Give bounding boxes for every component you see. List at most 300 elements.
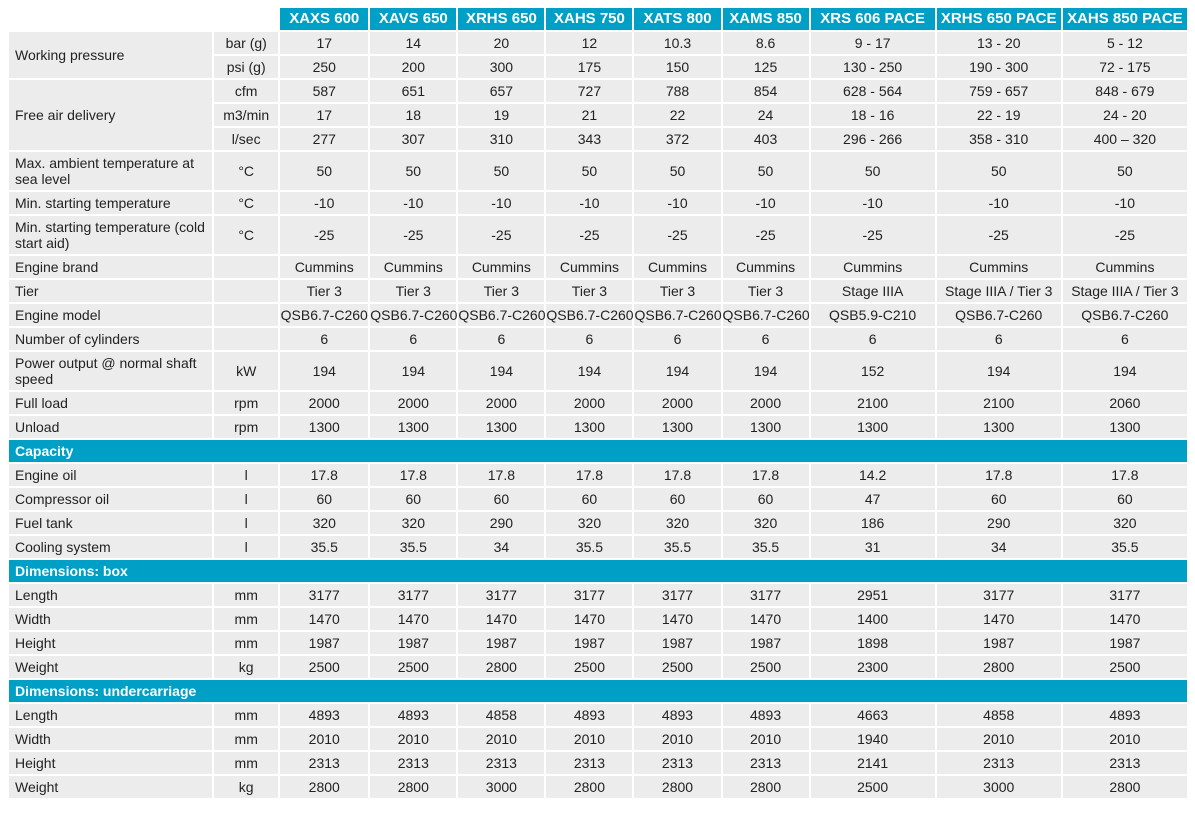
value-cell: 628 - 564: [811, 80, 935, 102]
row-unit: [214, 280, 278, 302]
value-cell: 3177: [370, 584, 456, 606]
value-cell: -10: [811, 192, 935, 214]
section-title: Dimensions: undercarriage: [9, 680, 1187, 702]
value-cell: Cummins: [723, 256, 809, 278]
value-cell: 2951: [811, 584, 935, 606]
value-cell: 277: [280, 128, 368, 150]
value-cell: 657: [458, 80, 544, 102]
value-cell: -10: [370, 192, 456, 214]
value-cell: 150: [634, 56, 720, 78]
value-cell: 2313: [280, 752, 368, 774]
value-cell: 1987: [1063, 632, 1187, 654]
value-cell: 47: [811, 488, 935, 510]
row-label: Height: [9, 752, 212, 774]
value-cell: Cummins: [370, 256, 456, 278]
row-unit: l: [214, 536, 278, 558]
value-cell: 14.2: [811, 464, 935, 486]
row-unit: l: [214, 512, 278, 534]
value-cell: 2800: [546, 776, 632, 798]
value-cell: 250: [280, 56, 368, 78]
value-cell: Cummins: [280, 256, 368, 278]
value-cell: 2010: [458, 728, 544, 750]
row-label: Height: [9, 632, 212, 654]
value-cell: 1300: [723, 416, 809, 438]
value-cell: 1470: [1063, 608, 1187, 630]
value-cell: 12: [546, 32, 632, 54]
value-cell: 50: [723, 152, 809, 190]
value-cell: 22 - 19: [937, 104, 1061, 126]
value-cell: Tier 3: [370, 280, 456, 302]
value-cell: 307: [370, 128, 456, 150]
value-cell: 6: [370, 328, 456, 350]
row-label: Weight: [9, 656, 212, 678]
value-cell: 320: [280, 512, 368, 534]
value-cell: 2313: [370, 752, 456, 774]
value-cell: -10: [458, 192, 544, 214]
value-cell: 1470: [458, 608, 544, 630]
table-row: [9, 512, 1187, 534]
model-header: XAHS 750: [546, 8, 632, 30]
value-cell: 1470: [723, 608, 809, 630]
table-row: [9, 752, 1187, 774]
row-unit: mm: [214, 728, 278, 750]
value-cell: 194: [723, 352, 809, 390]
row-unit: [214, 328, 278, 350]
value-cell: 1300: [811, 416, 935, 438]
value-cell: 1470: [370, 608, 456, 630]
model-header: XAXS 600: [280, 8, 368, 30]
value-cell: 4893: [546, 704, 632, 726]
row-unit: psi (g): [214, 56, 278, 78]
value-cell: 31: [811, 536, 935, 558]
value-cell: 290: [458, 512, 544, 534]
value-cell: 2313: [1063, 752, 1187, 774]
value-cell: Cummins: [458, 256, 544, 278]
value-cell: 60: [723, 488, 809, 510]
value-cell: 194: [634, 352, 720, 390]
value-cell: 372: [634, 128, 720, 150]
table-row: [9, 656, 1187, 678]
value-cell: 10.3: [634, 32, 720, 54]
value-cell: QSB6.7-C260: [458, 304, 544, 326]
value-cell: 2060: [1063, 392, 1187, 414]
value-cell: 35.5: [723, 536, 809, 558]
value-cell: 4893: [723, 704, 809, 726]
value-cell: 2000: [280, 392, 368, 414]
value-cell: -10: [546, 192, 632, 214]
value-cell: QSB6.7-C260: [1063, 304, 1187, 326]
value-cell: 2000: [458, 392, 544, 414]
value-cell: 2313: [723, 752, 809, 774]
value-cell: 6: [634, 328, 720, 350]
value-cell: 50: [937, 152, 1061, 190]
value-cell: 2000: [546, 392, 632, 414]
row-unit: mm: [214, 608, 278, 630]
value-cell: 24: [723, 104, 809, 126]
value-cell: -25: [458, 216, 544, 254]
value-cell: 320: [546, 512, 632, 534]
value-cell: Tier 3: [546, 280, 632, 302]
value-cell: Cummins: [1063, 256, 1187, 278]
value-cell: 4858: [458, 704, 544, 726]
value-cell: 854: [723, 80, 809, 102]
value-cell: 2500: [723, 656, 809, 678]
table-body: [9, 32, 1187, 798]
value-cell: 2100: [811, 392, 935, 414]
model-header: XRS 606 PACE: [811, 8, 935, 30]
value-cell: 35.5: [634, 536, 720, 558]
table-row: [9, 584, 1187, 606]
value-cell: -25: [1063, 216, 1187, 254]
value-cell: -10: [723, 192, 809, 214]
value-cell: -25: [634, 216, 720, 254]
value-cell: 17.8: [634, 464, 720, 486]
value-cell: 1300: [937, 416, 1061, 438]
row-label: Tier: [9, 280, 212, 302]
value-cell: 2313: [634, 752, 720, 774]
row-unit: m3/min: [214, 104, 278, 126]
value-cell: 2500: [370, 656, 456, 678]
value-cell: 2500: [1063, 656, 1187, 678]
value-cell: 2000: [370, 392, 456, 414]
value-cell: 50: [546, 152, 632, 190]
table-row: [9, 80, 1187, 102]
row-unit: mm: [214, 632, 278, 654]
value-cell: 35.5: [370, 536, 456, 558]
value-cell: 17.8: [370, 464, 456, 486]
table-row: [9, 392, 1187, 414]
value-cell: 400 – 320: [1063, 128, 1187, 150]
value-cell: 2000: [634, 392, 720, 414]
value-cell: -10: [634, 192, 720, 214]
value-cell: -25: [546, 216, 632, 254]
row-label: Width: [9, 728, 212, 750]
value-cell: 6: [811, 328, 935, 350]
row-unit: l/sec: [214, 128, 278, 150]
value-cell: 194: [937, 352, 1061, 390]
row-label: Width: [9, 608, 212, 630]
row-label: Compressor oil: [9, 488, 212, 510]
section-title: Capacity: [9, 440, 1187, 462]
value-cell: 759 - 657: [937, 80, 1061, 102]
header-row: [9, 8, 1187, 30]
value-cell: 130 - 250: [811, 56, 935, 78]
value-cell: 320: [723, 512, 809, 534]
value-cell: 24 - 20: [1063, 104, 1187, 126]
row-label: Cooling system: [9, 536, 212, 558]
value-cell: Cummins: [937, 256, 1061, 278]
model-header: XAHS 850 PACE: [1063, 8, 1187, 30]
value-cell: 72 - 175: [1063, 56, 1187, 78]
value-cell: 18: [370, 104, 456, 126]
value-cell: 190 - 300: [937, 56, 1061, 78]
value-cell: 1987: [458, 632, 544, 654]
value-cell: 50: [1063, 152, 1187, 190]
row-label: Power output @ normal shaft speed: [9, 352, 212, 390]
value-cell: 651: [370, 80, 456, 102]
value-cell: 34: [937, 536, 1061, 558]
value-cell: 1470: [634, 608, 720, 630]
row-label: Length: [9, 704, 212, 726]
value-cell: QSB6.7-C260: [937, 304, 1061, 326]
value-cell: 2010: [723, 728, 809, 750]
value-cell: 1470: [280, 608, 368, 630]
row-label: Max. ambient temperature at sea level: [9, 152, 212, 190]
model-header: XAVS 650: [370, 8, 456, 30]
value-cell: 13 - 20: [937, 32, 1061, 54]
value-cell: 60: [458, 488, 544, 510]
value-cell: 3177: [458, 584, 544, 606]
table-row: [9, 704, 1187, 726]
table-row: [9, 152, 1187, 190]
value-cell: 1987: [546, 632, 632, 654]
row-label: Min. starting temperature: [9, 192, 212, 214]
value-cell: 200: [370, 56, 456, 78]
value-cell: 2800: [723, 776, 809, 798]
value-cell: 6: [723, 328, 809, 350]
value-cell: 2010: [1063, 728, 1187, 750]
value-cell: 6: [458, 328, 544, 350]
value-cell: 17.8: [723, 464, 809, 486]
value-cell: 22: [634, 104, 720, 126]
value-cell: 17: [280, 32, 368, 54]
value-cell: 194: [280, 352, 368, 390]
value-cell: 60: [280, 488, 368, 510]
value-cell: 296 - 266: [811, 128, 935, 150]
value-cell: 9 - 17: [811, 32, 935, 54]
value-cell: 17.8: [458, 464, 544, 486]
value-cell: 2300: [811, 656, 935, 678]
value-cell: 2800: [458, 656, 544, 678]
row-label: Free air delivery: [9, 80, 212, 150]
value-cell: 50: [370, 152, 456, 190]
table-row: [9, 352, 1187, 390]
value-cell: 320: [1063, 512, 1187, 534]
value-cell: 1300: [1063, 416, 1187, 438]
row-unit: mm: [214, 752, 278, 774]
table-row: [9, 216, 1187, 254]
row-unit: [214, 256, 278, 278]
model-header: XATS 800: [634, 8, 720, 30]
value-cell: 175: [546, 56, 632, 78]
value-cell: 587: [280, 80, 368, 102]
value-cell: 2010: [280, 728, 368, 750]
value-cell: Cummins: [811, 256, 935, 278]
value-cell: 1300: [370, 416, 456, 438]
value-cell: 1470: [546, 608, 632, 630]
value-cell: Tier 3: [723, 280, 809, 302]
value-cell: 17.8: [937, 464, 1061, 486]
value-cell: -10: [1063, 192, 1187, 214]
value-cell: 35.5: [546, 536, 632, 558]
row-unit: mm: [214, 704, 278, 726]
value-cell: 788: [634, 80, 720, 102]
table-row: [9, 488, 1187, 510]
row-unit: kW: [214, 352, 278, 390]
value-cell: 3177: [1063, 584, 1187, 606]
model-header: XAMS 850: [723, 8, 809, 30]
value-cell: 3000: [937, 776, 1061, 798]
value-cell: 1300: [458, 416, 544, 438]
value-cell: 310: [458, 128, 544, 150]
value-cell: 3177: [546, 584, 632, 606]
value-cell: 2000: [723, 392, 809, 414]
value-cell: 4893: [1063, 704, 1187, 726]
table-row: [9, 280, 1187, 302]
value-cell: 194: [1063, 352, 1187, 390]
spec-table: [7, 6, 1189, 800]
value-cell: 2313: [937, 752, 1061, 774]
row-label: Unload: [9, 416, 212, 438]
value-cell: 2500: [811, 776, 935, 798]
value-cell: 6: [937, 328, 1061, 350]
value-cell: 4893: [634, 704, 720, 726]
table-row: [9, 728, 1187, 750]
value-cell: Stage IIIA / Tier 3: [1063, 280, 1187, 302]
model-header: XRHS 650: [458, 8, 544, 30]
table-row: [9, 608, 1187, 630]
value-cell: 50: [280, 152, 368, 190]
table-row: [9, 328, 1187, 350]
value-cell: 50: [458, 152, 544, 190]
value-cell: 194: [458, 352, 544, 390]
row-unit: mm: [214, 584, 278, 606]
value-cell: -25: [723, 216, 809, 254]
value-cell: 194: [370, 352, 456, 390]
value-cell: 4893: [280, 704, 368, 726]
value-cell: 2313: [546, 752, 632, 774]
value-cell: 3177: [937, 584, 1061, 606]
value-cell: 17.8: [280, 464, 368, 486]
value-cell: 2800: [937, 656, 1061, 678]
value-cell: 1898: [811, 632, 935, 654]
value-cell: Tier 3: [280, 280, 368, 302]
value-cell: 2100: [937, 392, 1061, 414]
value-cell: 50: [811, 152, 935, 190]
value-cell: -25: [370, 216, 456, 254]
value-cell: 18 - 16: [811, 104, 935, 126]
value-cell: 2800: [1063, 776, 1187, 798]
value-cell: -25: [280, 216, 368, 254]
row-unit: l: [214, 488, 278, 510]
row-label: Engine model: [9, 304, 212, 326]
table-row: [9, 632, 1187, 654]
table-row: [9, 32, 1187, 54]
value-cell: 343: [546, 128, 632, 150]
value-cell: -25: [811, 216, 935, 254]
value-cell: 125: [723, 56, 809, 78]
value-cell: 6: [546, 328, 632, 350]
value-cell: -10: [937, 192, 1061, 214]
value-cell: 4858: [937, 704, 1061, 726]
row-unit: l: [214, 464, 278, 486]
section-header: [9, 560, 1187, 582]
value-cell: QSB6.7-C260: [280, 304, 368, 326]
value-cell: 2500: [634, 656, 720, 678]
row-label: Weight: [9, 776, 212, 798]
row-unit: kg: [214, 776, 278, 798]
value-cell: 358 - 310: [937, 128, 1061, 150]
row-label: Working pressure: [9, 32, 212, 78]
value-cell: 1987: [370, 632, 456, 654]
section-title: Dimensions: box: [9, 560, 1187, 582]
value-cell: 4663: [811, 704, 935, 726]
value-cell: 17.8: [1063, 464, 1187, 486]
value-cell: Tier 3: [634, 280, 720, 302]
value-cell: 3177: [280, 584, 368, 606]
value-cell: 21: [546, 104, 632, 126]
table-row: [9, 464, 1187, 486]
section-header: [9, 440, 1187, 462]
value-cell: 300: [458, 56, 544, 78]
value-cell: 1987: [723, 632, 809, 654]
value-cell: QSB6.7-C260: [723, 304, 809, 326]
value-cell: 1987: [937, 632, 1061, 654]
value-cell: 2800: [280, 776, 368, 798]
value-cell: 2800: [634, 776, 720, 798]
value-cell: 2313: [458, 752, 544, 774]
table-row: [9, 776, 1187, 798]
value-cell: -25: [937, 216, 1061, 254]
value-cell: 727: [546, 80, 632, 102]
table-row: [9, 256, 1187, 278]
row-label: Engine brand: [9, 256, 212, 278]
row-unit: °C: [214, 152, 278, 190]
value-cell: QSB6.7-C260: [546, 304, 632, 326]
header-blank: [214, 8, 278, 30]
value-cell: 20: [458, 32, 544, 54]
value-cell: 320: [370, 512, 456, 534]
value-cell: -10: [280, 192, 368, 214]
row-label: Full load: [9, 392, 212, 414]
value-cell: QSB5.9-C210: [811, 304, 935, 326]
value-cell: 60: [370, 488, 456, 510]
value-cell: 60: [546, 488, 632, 510]
row-unit: bar (g): [214, 32, 278, 54]
value-cell: 34: [458, 536, 544, 558]
value-cell: 35.5: [1063, 536, 1187, 558]
value-cell: 1300: [280, 416, 368, 438]
table-row: [9, 192, 1187, 214]
value-cell: 290: [937, 512, 1061, 534]
value-cell: 35.5: [280, 536, 368, 558]
value-cell: 2500: [280, 656, 368, 678]
row-label: Length: [9, 584, 212, 606]
value-cell: 2800: [370, 776, 456, 798]
row-unit: rpm: [214, 416, 278, 438]
value-cell: QSB6.7-C260: [634, 304, 720, 326]
header-blank: [9, 8, 212, 30]
value-cell: 1987: [280, 632, 368, 654]
table-row: [9, 536, 1187, 558]
row-label: Fuel tank: [9, 512, 212, 534]
value-cell: 50: [634, 152, 720, 190]
value-cell: QSB6.7-C260: [370, 304, 456, 326]
value-cell: 17.8: [546, 464, 632, 486]
value-cell: 2010: [937, 728, 1061, 750]
value-cell: 60: [937, 488, 1061, 510]
value-cell: 2010: [370, 728, 456, 750]
value-cell: 186: [811, 512, 935, 534]
value-cell: 3177: [723, 584, 809, 606]
value-cell: Stage IIIA / Tier 3: [937, 280, 1061, 302]
value-cell: 6: [280, 328, 368, 350]
row-unit: rpm: [214, 392, 278, 414]
value-cell: 60: [1063, 488, 1187, 510]
row-unit: [214, 304, 278, 326]
row-unit: cfm: [214, 80, 278, 102]
value-cell: 152: [811, 352, 935, 390]
